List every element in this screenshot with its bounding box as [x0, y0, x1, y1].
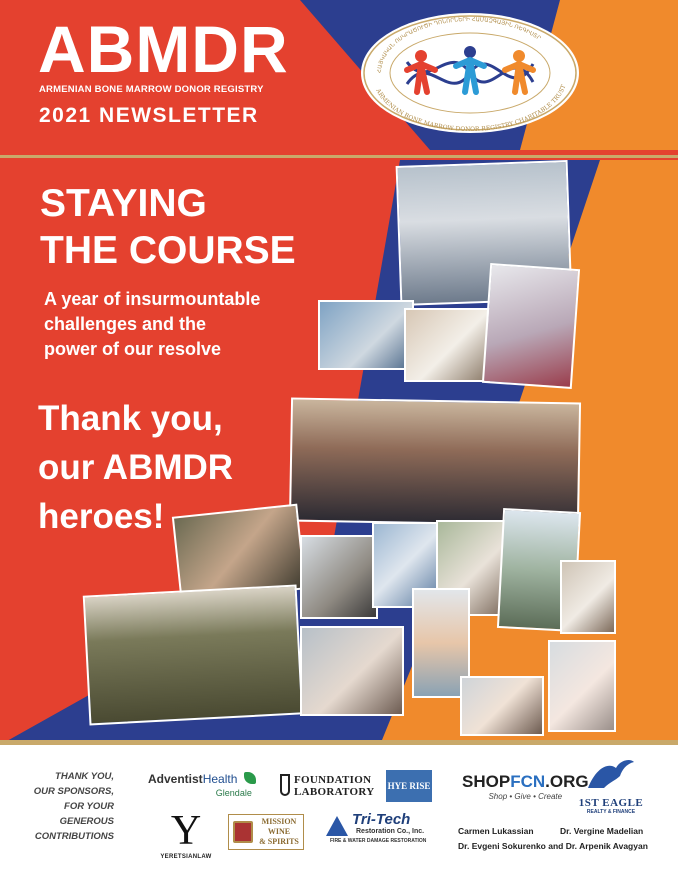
abmdr-seal-logo: [359, 12, 581, 134]
photo-newborn: [548, 640, 616, 732]
adventist-text: Adventist: [148, 772, 203, 786]
tritech-tagline: FIRE & WATER DAMAGE RESTORATION: [330, 838, 427, 844]
flask-icon: [280, 774, 290, 796]
adventist-sub: Glendale: [215, 788, 252, 798]
sponsor-thanks-line-2: OUR SPONSORS,: [33, 786, 114, 797]
photo-office-worker: [404, 308, 490, 382]
tritech-text: Tri-Tech: [352, 811, 411, 828]
shopfcn-sub: Shop • Give • Create: [488, 792, 563, 801]
headline-line-1: STAYING: [40, 182, 207, 225]
adventist-leaf-icon: [244, 772, 256, 784]
tagline-line-2: challenges and the: [44, 314, 207, 334]
laboratory-text: LABORATORY: [294, 786, 375, 798]
donor-name-1: Carmen Lukassian: [458, 826, 534, 836]
sponsor-thanks-line-5: CONTRIBUTIONS: [34, 831, 114, 842]
sponsor-thanks: [18, 769, 114, 844]
seal-ring-text-top: ՀԱՅԿԱԿԱՆ ՈՍԿՐԱԾՈՒԾԻ ԴՈՆՈՐՆԵՐԻ ՀԱՄԱԶԳԱՅԻՆ ՌԵԳԻՍՏՐ: [376, 16, 542, 74]
photo-woman-clinic: [460, 676, 544, 736]
masthead-title: ABMDR: [38, 12, 289, 86]
mission-line-3: & SPIRITS: [259, 837, 299, 846]
tritech-sub: Restoration Co., Inc.: [356, 828, 425, 835]
donor-name-3: Dr. Evgeni Sokurenko and Dr. Arpenik Avagyan: [458, 841, 648, 851]
yeretsian-text: YERETSIANLAW: [160, 854, 212, 860]
photo-donation-room: [482, 263, 580, 389]
headline-line-2: THE COURSE: [40, 229, 296, 272]
tri-tech-triangle-icon: [326, 816, 348, 836]
photo-lab-technicians: [318, 300, 414, 370]
cover-tagline: [44, 287, 304, 362]
eagle-icon: [586, 758, 636, 792]
mission-line-1: MISSION: [261, 817, 297, 826]
sponsor-thanks-line-1: THANK YOU,: [55, 771, 114, 782]
tagline-line-3: power of our resolve: [44, 339, 222, 359]
org-text: .ORG: [545, 772, 589, 791]
cover-headline: [40, 180, 300, 274]
mission-text: [257, 817, 301, 847]
mission-crest-icon: [233, 821, 253, 843]
seal-ring-text-bottom: ARMENIAN BONE MARROW DONOR REGISTRY CHARITABLE TRUST: [374, 83, 568, 134]
photo-family: [560, 560, 616, 634]
sponsor-thanks-line-3: FOR YOUR: [64, 801, 114, 812]
tagline-line-1: A year of insurmountable: [44, 289, 261, 309]
foundation-text: FOUNDATION: [294, 774, 372, 786]
health-text: Health: [202, 772, 238, 786]
photo-group-event: [289, 397, 581, 526]
sponsor-thanks-line-4: GENEROUS: [59, 816, 114, 827]
photo-soldiers-group: [83, 584, 304, 725]
photo-woman-car: [300, 626, 404, 716]
sponsor-adventist-health: [148, 770, 256, 798]
yeretsian-mark: Y: [170, 808, 202, 854]
newsletter-issue: 2021 NEWSLETTER: [39, 104, 259, 127]
mission-line-2: WINE: [267, 827, 291, 836]
sponsor-yeretsian-law: [156, 808, 216, 860]
thanks-line-1: Thank you,: [38, 399, 223, 438]
sponsor-mission-wine: [228, 814, 304, 850]
sponsor-first-eagle: [572, 758, 650, 815]
sponsor-foundation-laboratory: [282, 774, 374, 798]
thanks-line-3: heroes!: [38, 497, 165, 536]
masthead-subtitle: ARMENIAN BONE MARROW DONOR REGISTRY: [39, 84, 264, 95]
donor-name-2: Dr. Vergine Madelian: [560, 826, 644, 836]
shop-text: SHOP: [462, 772, 511, 791]
thanks-line-2: our ABMDR: [38, 448, 234, 487]
hyrise-text: HYE RISE: [387, 781, 431, 791]
sponsor-hye-rise: [386, 770, 432, 802]
eagle-text: 1ST EAGLE: [578, 797, 644, 809]
sponsor-shopfcn: [462, 772, 589, 801]
eagle-sub: REALTY & FINANCE: [586, 809, 636, 815]
fcn-text: FCN: [510, 772, 546, 791]
photo-man-testing: [300, 535, 378, 619]
sponsor-tri-tech: [326, 812, 426, 844]
